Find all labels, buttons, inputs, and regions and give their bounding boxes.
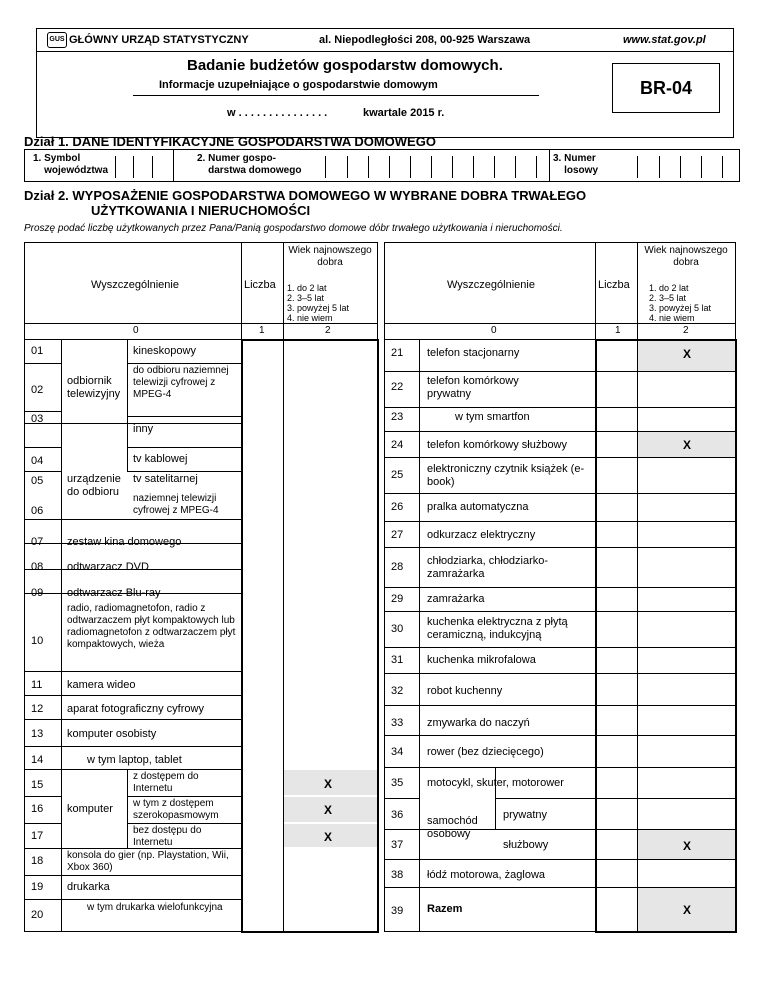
label-satellite: tv satelitarnej [133,473,198,485]
label-dvd: odtwarzacz DVD [67,561,149,573]
row-num-22: 22 [391,381,404,393]
gus-logo: GUS [47,32,67,48]
office-name: GŁÓWNY URZĄD STATYSTYCZNY [69,34,249,46]
row-num-34: 34 [391,746,404,758]
row-num-03: 03 [31,413,44,425]
label-radio: radio, radiomagnetofon, radio z odtwarzaczem płyt kompaktowych lub radiomagnetofon z odtwarzaczem płyt kompaktowych, wieża [67,603,236,650]
quarter-prefix: w . . . . . . . . . . . . . . . [227,107,328,119]
left-spec-header: Wyszczególnienie [91,279,179,291]
right-age-opt2: 2. 3–5 lat [649,293,687,303]
section2-title-line2: UŻYTKOWANIA I NIERUCHOMOŚCI [91,203,311,218]
right-colnum-1: 1 [615,325,621,336]
label-home-cinema: zestaw kina domowego [67,536,182,548]
form-header [36,28,734,138]
right-x-mark-21: X [683,347,692,361]
label-dishwasher: zmywarka do naczyń [427,717,530,729]
row-num-33: 33 [391,717,404,729]
label-tv-group: odbiornik telewizyjny [67,375,121,400]
right-age-header: Wiek najnowszego dobra [644,245,728,268]
row-num-12: 12 [31,703,44,715]
label-car-private: prywatny [503,809,548,821]
label-other: inny [133,423,154,435]
row-num-36: 36 [391,809,404,821]
random-number-label: 3. Numer losowy [553,153,599,176]
row-num-01: 01 [31,345,44,357]
header-top-bar [37,29,733,51]
label-microwave: kuchenka mikrofalowa [427,654,536,666]
header-divider [37,51,733,52]
survey-subtitle: Informacje uzupełniające o gospodarstwie domowym [159,79,438,91]
survey-title: Badanie budżetów gospodarstw domowych. [187,57,503,74]
label-camera-photo: aparat fotograficzny cyfrowy [67,703,204,715]
right-x-mark-37: X [683,839,692,853]
label-bluray: odtwarzacz Blu-ray [67,587,161,599]
row-num-31: 31 [391,654,404,666]
right-table [384,242,736,932]
row-num-20: 20 [31,909,44,921]
row-num-23: 23 [391,411,404,423]
label-freezer: zamrażarka [427,593,485,605]
row-num-08: 08 [31,561,44,573]
right-age-opt3: 3. powyżej 5 lat [649,303,712,313]
label-laptop: w tym laptop, tablet [87,754,182,766]
left-colnum-0: 0 [133,325,139,336]
right-x-mark-39: X [683,903,692,917]
right-colnum-0: 0 [491,325,497,336]
left-age-opt1: 1. do 2 lat [287,283,327,293]
label-printer: drukarka [67,881,110,893]
row-num-18: 18 [31,855,44,867]
row-num-39: 39 [391,905,404,917]
row-num-10: 10 [31,635,44,647]
section2-instruction: Proszę podać liczbę użytkowanych przez Pana/Panią gospodarstwo domowe dóbr trwałego użytkowania i nieruchomości. [24,223,563,234]
row-num-09: 09 [31,587,44,599]
row-num-25: 25 [391,469,404,481]
left-age-opt2: 2. 3–5 lat [287,293,325,303]
right-spec-header: Wyszczególnienie [447,279,535,291]
row-num-05: 05 [31,475,44,487]
label-kinescope: kineskopowy [133,345,196,357]
row-num-17: 17 [31,830,44,842]
row-num-02: 02 [31,384,44,396]
label-boat: łódź motorowa, żaglowa [427,869,546,881]
row-num-14: 14 [31,754,44,766]
row-num-16: 16 [31,803,44,815]
label-washer: pralka automatyczna [427,501,529,513]
form-code: BR-04 [612,63,720,113]
label-broadband: w tym z dostępem szerokopasmowym [133,798,219,821]
row-num-32: 32 [391,685,404,697]
label-mobile-private: telefon komórkowy prywatny [427,375,519,400]
label-pc: komputer osobisty [67,728,157,740]
left-colnum-1: 1 [259,325,265,336]
left-colnum-2: 2 [325,325,331,336]
section2-title-line1: Dział 2. WYPOSAŻENIE GOSPODARSTWA DOMOWEGO W WYBRANE DOBRA TRWAŁEGO [24,188,587,203]
right-age-opt1: 1. do 2 lat [649,283,689,293]
label-cooker: kuchenka elektryczna z płytą ceramiczną, indukcyjną [427,616,568,641]
household-number-label: 2. Numer gospo- darstwa domowego [197,153,302,176]
row-num-28: 28 [391,561,404,573]
row-num-13: 13 [31,728,44,740]
label-motorbike: motocykl, skuter, motorower [427,777,564,789]
quarter-suffix: kwartale 2015 r. [363,107,445,119]
label-robot: robot kuchenny [427,685,503,697]
label-computer-group: komputer [67,803,113,815]
row-num-04: 04 [31,455,44,467]
label-terrestrial2: naziemnej telewizji cyfrowej z MPEG-4 [133,493,219,516]
left-age-opt4: 4. nie wiem [287,313,333,323]
left-age-header: Wiek najnowszego dobra [288,245,372,268]
right-colnum-2: 2 [683,325,689,336]
right-age-opt4: 4. nie wiem [649,313,695,323]
label-vacuum: odkurzacz elektryczny [427,529,536,541]
voivodeship-label: 1. Symbol województwa [33,153,109,176]
household-number-input[interactable] [325,156,537,178]
row-num-06: 06 [31,505,44,517]
left-x-mark-15: X [324,777,333,791]
right-x-mark-24: X [683,438,692,452]
website-link[interactable]: www.stat.gov.pl [623,34,706,46]
row-num-29: 29 [391,593,404,605]
label-car-business: służbowy [503,839,549,851]
left-x-mark-17: X [324,830,333,844]
row-num-26: 26 [391,501,404,513]
row-num-11: 11 [31,679,43,691]
label-terrestrial: do odbioru naziemnej telewizji cyfrowej z MPEG-4 [133,365,229,400]
row-num-24: 24 [391,439,404,451]
row-num-35: 35 [391,777,404,789]
right-input-area[interactable] [595,339,737,933]
label-mobile-business: telefon komórkowy służbowy [427,439,568,451]
label-fridge: chłodziarka, chłodziarko-zamrażarka [427,555,549,580]
left-count-header: Liczba [244,279,276,291]
label-landline: telefon stacjonarny [427,347,520,359]
label-car-group: samochód osobowy [427,815,478,840]
row-num-07: 07 [31,536,44,548]
section1-title: Dział 1. DANE IDENTYFIKACYJNE GOSPODARSTWA DOMOWEGO [24,134,436,149]
row-num-27: 27 [391,529,404,541]
label-smartphone: w tym smartfon [455,411,530,423]
row-num-19: 19 [31,881,44,893]
label-camera-video: kamera wideo [67,679,136,691]
label-bike: rower (bez dziecięcego) [427,746,544,758]
row-num-37: 37 [391,839,404,851]
right-count-header: Liczba [598,279,630,291]
subtitle-underline [133,95,539,96]
label-mfp: w tym drukarka wielofunkcyjna [87,902,223,913]
label-ebook: elektroniczny czytnik książek (e-book) [427,463,585,488]
voivodeship-input[interactable] [115,156,153,178]
left-x-mark-16: X [324,803,333,817]
label-receiver-group: urządzenie do odbioru [67,473,121,498]
label-cable: tv kablowej [133,453,188,465]
label-console: konsola do gier (np. Playstation, Wii, Xbox 360) [67,850,229,873]
label-total: Razem [427,903,463,915]
label-no-internet: bez dostępu do Internetu [133,825,202,848]
row-num-15: 15 [31,779,44,791]
row-num-38: 38 [391,869,404,881]
label-internet: z dostępem do Internetu [133,771,199,794]
row-num-30: 30 [391,623,404,635]
left-input-area[interactable] [241,339,379,933]
identification-row [24,149,740,182]
row-num-21: 21 [391,347,404,359]
left-table [24,242,378,932]
random-number-input[interactable] [637,156,723,178]
office-address: al. Niepodległości 208, 00-925 Warszawa [319,34,531,46]
left-age-opt3: 3. powyżej 5 lat [287,303,350,313]
